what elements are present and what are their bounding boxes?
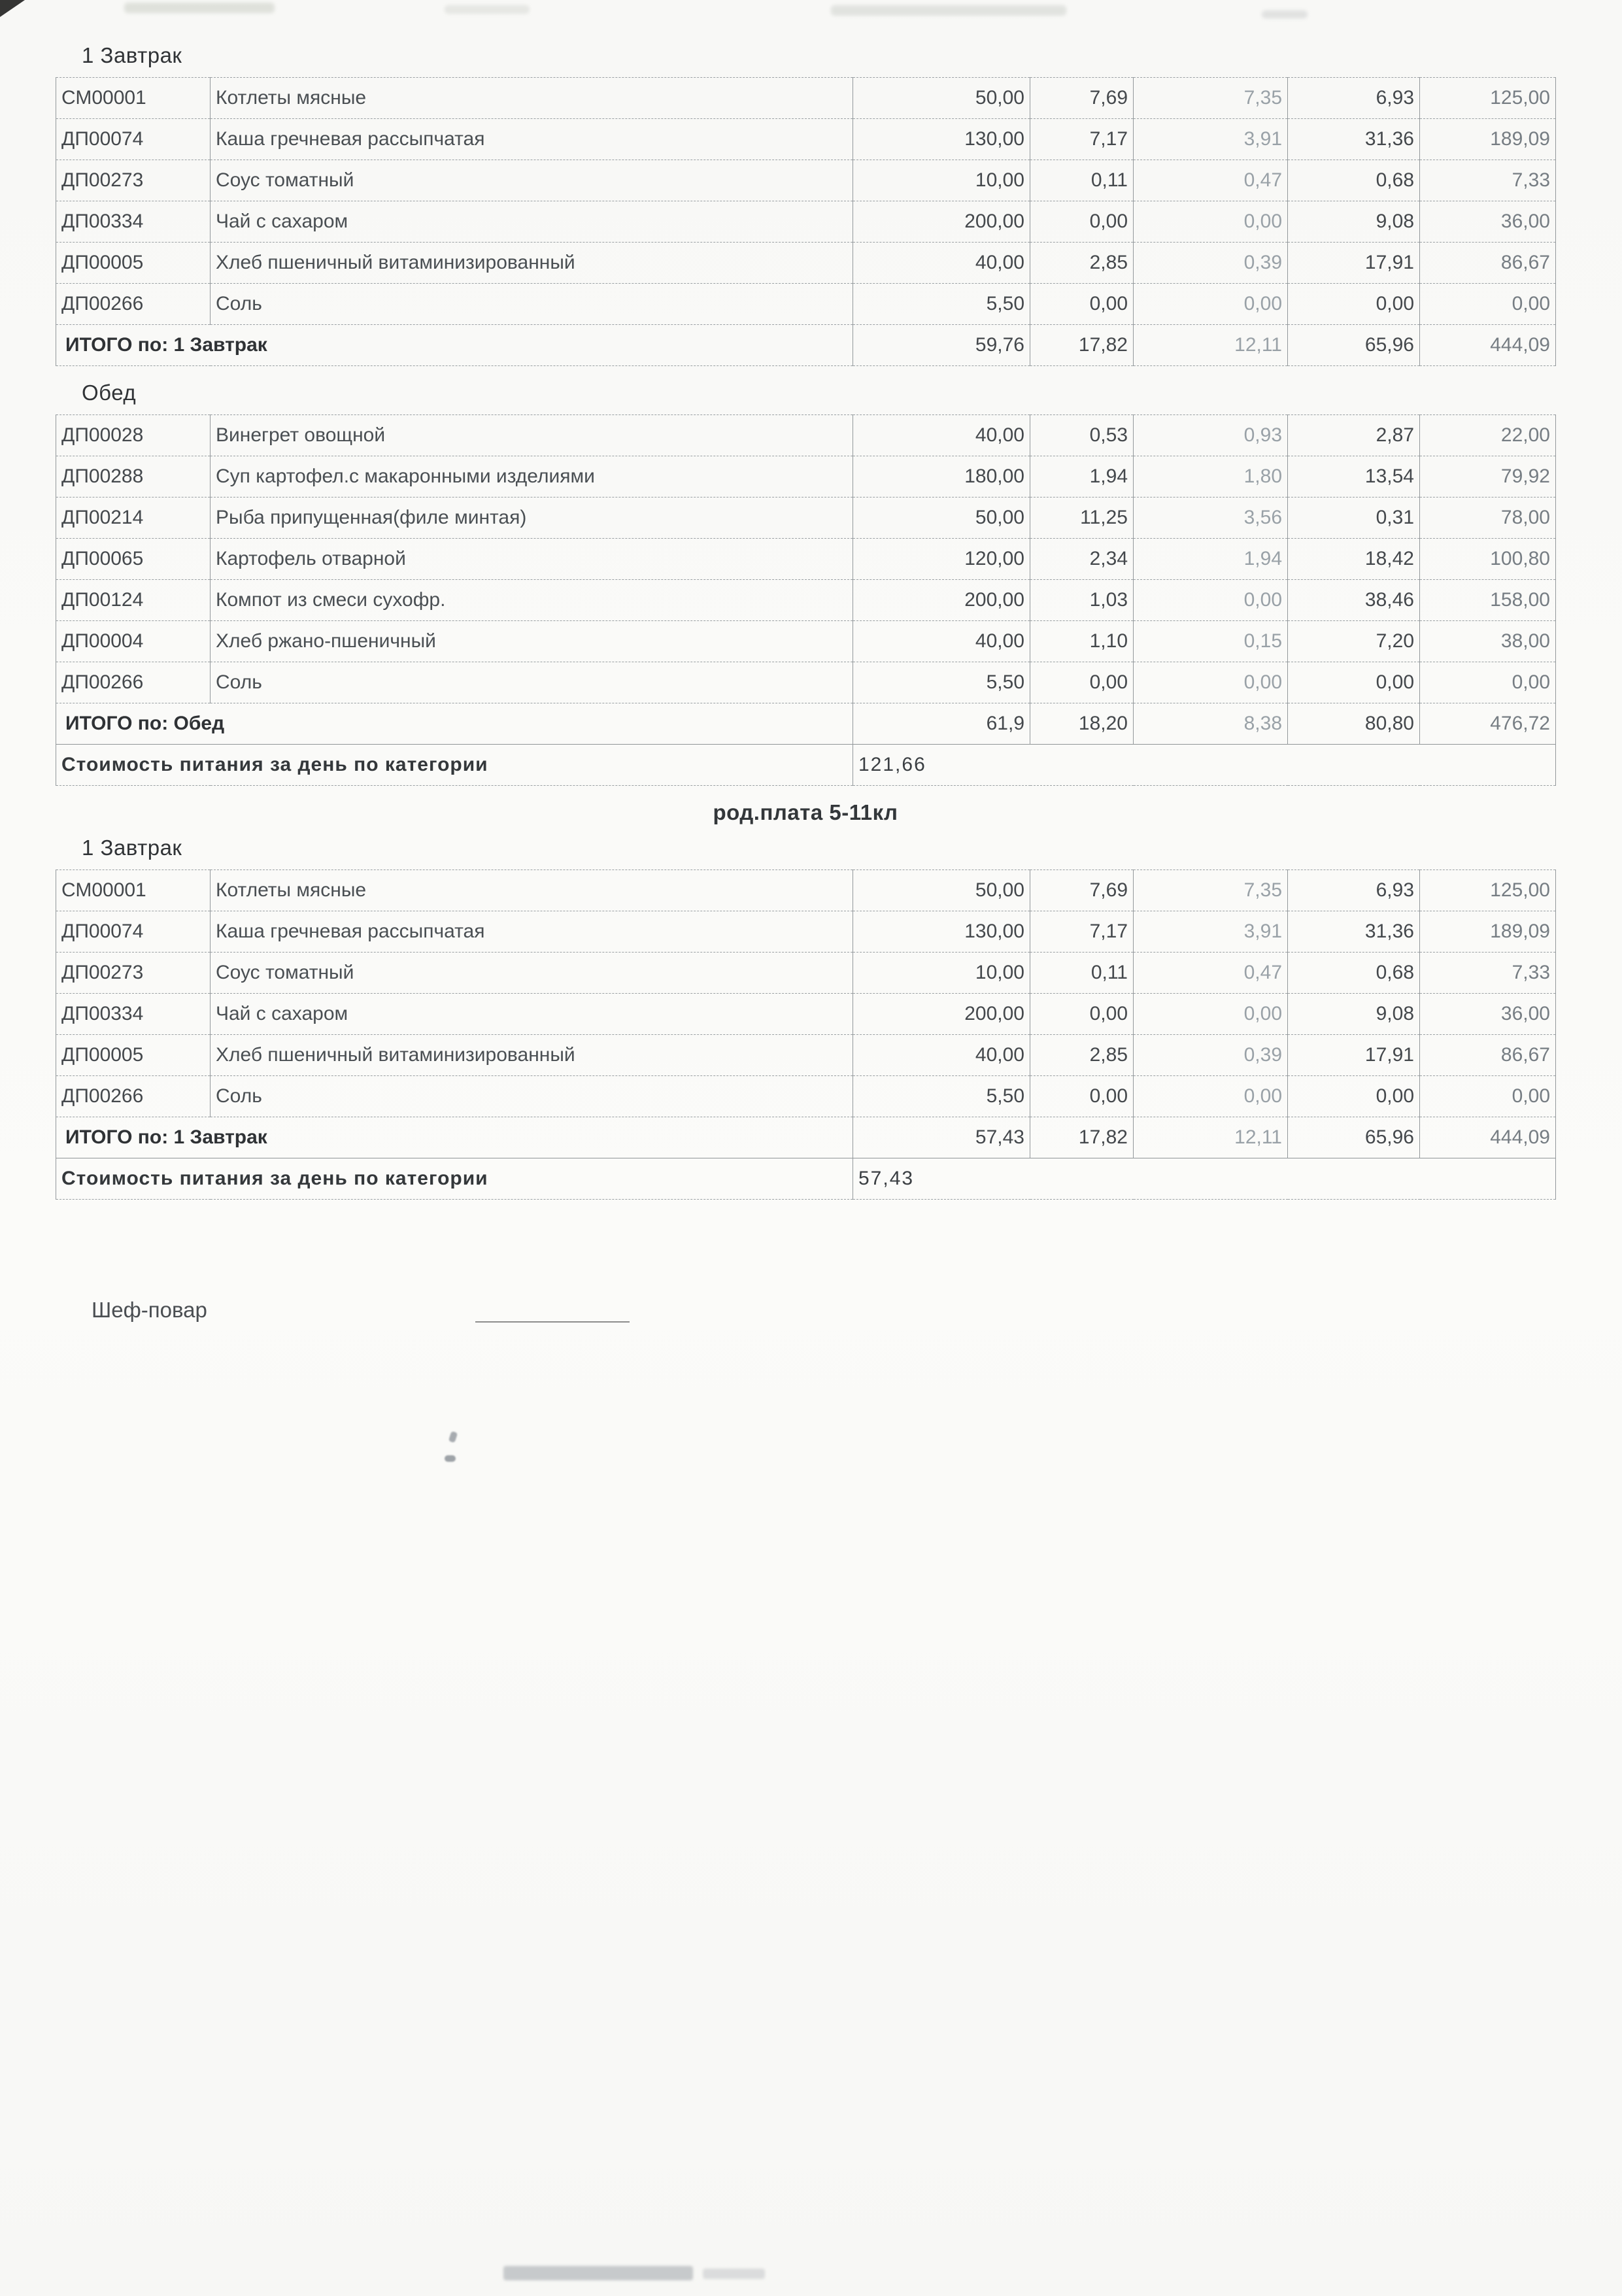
dish-code: СМ00001 xyxy=(56,870,211,911)
scan-smudge xyxy=(124,3,275,13)
total-weight: 61,9 xyxy=(853,703,1030,745)
dish-name: Каша гречневая рассыпчатая xyxy=(211,911,853,953)
dish-fat: 0,39 xyxy=(1134,243,1288,284)
dish-calories: 0,00 xyxy=(1420,662,1556,703)
dish-code: ДП00288 xyxy=(56,456,211,498)
dish-calories: 86,67 xyxy=(1420,243,1556,284)
dish-fat: 0,00 xyxy=(1134,201,1288,243)
dish-protein: 0,00 xyxy=(1030,1076,1134,1117)
dish-carbs: 0,68 xyxy=(1288,953,1420,994)
dish-code: ДП00273 xyxy=(56,953,211,994)
dish-protein: 1,10 xyxy=(1030,621,1134,662)
dish-carbs: 6,93 xyxy=(1288,870,1420,911)
dish-name: Соус томатный xyxy=(211,160,853,201)
dish-calories: 158,00 xyxy=(1420,580,1556,621)
daily-cost-value: 57,43 xyxy=(853,1158,1556,1200)
dish-code: ДП00334 xyxy=(56,994,211,1035)
scan-smudge xyxy=(1262,10,1308,18)
table-row xyxy=(56,870,1556,911)
dish-code: ДП00266 xyxy=(56,284,211,325)
footer xyxy=(92,1298,1555,1323)
table-row xyxy=(56,284,1556,325)
total-calories: 476,72 xyxy=(1420,703,1556,745)
dish-carbs: 7,20 xyxy=(1288,621,1420,662)
dish-calories: 125,00 xyxy=(1420,78,1556,119)
dish-protein: 0,53 xyxy=(1030,415,1134,456)
category-heading: род.плата 5-11кл xyxy=(713,800,898,824)
total-protein: 17,82 xyxy=(1030,1117,1134,1158)
dish-name: Компот из смеси сухофр. xyxy=(211,580,853,621)
scan-smudge xyxy=(445,5,530,14)
scan-ghost-text xyxy=(703,2269,765,2279)
dish-fat: 3,91 xyxy=(1134,911,1288,953)
dish-weight: 130,00 xyxy=(853,119,1030,160)
dish-carbs: 13,54 xyxy=(1288,456,1420,498)
dish-protein: 7,69 xyxy=(1030,870,1134,911)
dish-code: ДП00074 xyxy=(56,119,211,160)
dish-fat: 1,94 xyxy=(1134,539,1288,580)
dish-code: ДП00273 xyxy=(56,160,211,201)
dish-protein: 2,85 xyxy=(1030,1035,1134,1076)
dish-carbs: 18,42 xyxy=(1288,539,1420,580)
dish-carbs: 2,87 xyxy=(1288,415,1420,456)
dish-protein: 2,85 xyxy=(1030,243,1134,284)
total-row xyxy=(56,1117,1556,1158)
dish-weight: 120,00 xyxy=(853,539,1030,580)
dish-carbs: 9,08 xyxy=(1288,994,1420,1035)
scan-ink-spot xyxy=(448,1431,458,1443)
dish-code: ДП00004 xyxy=(56,621,211,662)
dish-carbs: 0,00 xyxy=(1288,1076,1420,1117)
section-title-lunch: Обед xyxy=(82,380,137,405)
dish-weight: 200,00 xyxy=(853,201,1030,243)
dish-protein: 0,00 xyxy=(1030,284,1134,325)
dish-calories: 38,00 xyxy=(1420,621,1556,662)
dish-carbs: 6,93 xyxy=(1288,78,1420,119)
scan-corner-artifact xyxy=(0,0,25,17)
table-row xyxy=(56,580,1556,621)
total-label: ИТОГО по: 1 Завтрак xyxy=(56,325,853,366)
lunch-rows xyxy=(56,415,1556,703)
table-row xyxy=(56,539,1556,580)
table-row xyxy=(56,994,1556,1035)
dish-protein: 0,00 xyxy=(1030,994,1134,1035)
total-weight: 57,43 xyxy=(853,1117,1030,1158)
dish-fat: 3,56 xyxy=(1134,498,1288,539)
dish-fat: 0,15 xyxy=(1134,621,1288,662)
chef-label: Шеф-повар xyxy=(92,1298,207,1322)
dish-calories: 0,00 xyxy=(1420,284,1556,325)
dish-weight: 40,00 xyxy=(853,1035,1030,1076)
table-row xyxy=(56,201,1556,243)
dish-name: Каша гречневая рассыпчатая xyxy=(211,119,853,160)
dish-protein: 11,25 xyxy=(1030,498,1134,539)
dish-name: Котлеты мясные xyxy=(211,78,853,119)
daily-cost-value: 121,66 xyxy=(853,745,1556,786)
dish-carbs: 38,46 xyxy=(1288,580,1420,621)
dish-weight: 180,00 xyxy=(853,456,1030,498)
breakfast-1-table xyxy=(56,77,1556,366)
total-row xyxy=(56,325,1556,366)
dish-weight: 5,50 xyxy=(853,1076,1030,1117)
dish-weight: 40,00 xyxy=(853,621,1030,662)
dish-calories: 0,00 xyxy=(1420,1076,1556,1117)
dish-calories: 125,00 xyxy=(1420,870,1556,911)
dish-protein: 7,69 xyxy=(1030,78,1134,119)
breakfast-1-rows xyxy=(56,78,1556,325)
dish-calories: 7,33 xyxy=(1420,953,1556,994)
dish-name: Чай с сахаром xyxy=(211,994,853,1035)
section-title-breakfast-2: 1 Завтрак xyxy=(82,836,182,860)
dish-name: Чай с сахаром xyxy=(211,201,853,243)
dish-name: Картофель отварной xyxy=(211,539,853,580)
document-content xyxy=(56,43,1555,1323)
dish-name: Рыба припущенная(филе минтая) xyxy=(211,498,853,539)
dish-fat: 0,00 xyxy=(1134,1076,1288,1117)
dish-code: ДП00266 xyxy=(56,662,211,703)
dish-name: Соус томатный xyxy=(211,953,853,994)
dish-name: Соль xyxy=(211,284,853,325)
total-calories: 444,09 xyxy=(1420,1117,1556,1158)
dish-fat: 0,00 xyxy=(1134,284,1288,325)
dish-fat: 0,00 xyxy=(1134,994,1288,1035)
dish-protein: 1,03 xyxy=(1030,580,1134,621)
dish-carbs: 31,36 xyxy=(1288,119,1420,160)
table-row xyxy=(56,456,1556,498)
dish-fat: 0,39 xyxy=(1134,1035,1288,1076)
total-fat: 12,11 xyxy=(1134,1117,1288,1158)
table-row xyxy=(56,119,1556,160)
dish-code: ДП00005 xyxy=(56,243,211,284)
dish-fat: 0,47 xyxy=(1134,160,1288,201)
dish-carbs: 0,00 xyxy=(1288,662,1420,703)
dish-name: Суп картофел.с макаронными изделиями xyxy=(211,456,853,498)
daily-cost-row xyxy=(56,1158,1556,1200)
total-fat: 12,11 xyxy=(1134,325,1288,366)
dish-calories: 86,67 xyxy=(1420,1035,1556,1076)
scan-ghost-text xyxy=(503,2266,693,2280)
dish-carbs: 9,08 xyxy=(1288,201,1420,243)
dish-protein: 0,00 xyxy=(1030,201,1134,243)
dish-weight: 50,00 xyxy=(853,498,1030,539)
breakfast-2-rows xyxy=(56,870,1556,1117)
dish-carbs: 31,36 xyxy=(1288,911,1420,953)
lunch-table xyxy=(56,414,1556,786)
dish-weight: 5,50 xyxy=(853,284,1030,325)
dish-fat: 7,35 xyxy=(1134,870,1288,911)
table-row xyxy=(56,78,1556,119)
scan-smudge xyxy=(831,5,1066,16)
dish-code: ДП00065 xyxy=(56,539,211,580)
dish-name: Винегрет овощной xyxy=(211,415,853,456)
dish-protein: 1,94 xyxy=(1030,456,1134,498)
dish-fat: 7,35 xyxy=(1134,78,1288,119)
dish-fat: 0,00 xyxy=(1134,580,1288,621)
dish-calories: 100,80 xyxy=(1420,539,1556,580)
dish-name: Хлеб пшеничный витаминизированный xyxy=(211,243,853,284)
dish-fat: 1,80 xyxy=(1134,456,1288,498)
dish-fat: 0,93 xyxy=(1134,415,1288,456)
table-row xyxy=(56,1076,1556,1117)
dish-calories: 36,00 xyxy=(1420,994,1556,1035)
total-protein: 17,82 xyxy=(1030,325,1134,366)
dish-carbs: 17,91 xyxy=(1288,243,1420,284)
dish-name: Котлеты мясные xyxy=(211,870,853,911)
dish-code: ДП00028 xyxy=(56,415,211,456)
table-row xyxy=(56,662,1556,703)
dish-calories: 79,92 xyxy=(1420,456,1556,498)
dish-calories: 78,00 xyxy=(1420,498,1556,539)
dish-code: ДП00005 xyxy=(56,1035,211,1076)
dish-code: ДП00334 xyxy=(56,201,211,243)
dish-carbs: 17,91 xyxy=(1288,1035,1420,1076)
dish-fat: 0,47 xyxy=(1134,953,1288,994)
table-row xyxy=(56,243,1556,284)
dish-weight: 10,00 xyxy=(853,953,1030,994)
total-label: ИТОГО по: Обед xyxy=(56,703,853,745)
total-calories: 444,09 xyxy=(1420,325,1556,366)
dish-weight: 50,00 xyxy=(853,870,1030,911)
dish-carbs: 0,00 xyxy=(1288,284,1420,325)
scan-ink-spot xyxy=(445,1455,456,1462)
total-carbs: 65,96 xyxy=(1288,325,1420,366)
dish-weight: 130,00 xyxy=(853,911,1030,953)
dish-protein: 0,00 xyxy=(1030,662,1134,703)
table-row xyxy=(56,415,1556,456)
total-row xyxy=(56,703,1556,745)
dish-calories: 22,00 xyxy=(1420,415,1556,456)
dish-code: ДП00074 xyxy=(56,911,211,953)
dish-weight: 40,00 xyxy=(853,415,1030,456)
dish-protein: 7,17 xyxy=(1030,911,1134,953)
signature-line xyxy=(475,1302,630,1323)
dish-code: ДП00214 xyxy=(56,498,211,539)
table-row xyxy=(56,1035,1556,1076)
total-protein: 18,20 xyxy=(1030,703,1134,745)
total-weight: 59,76 xyxy=(853,325,1030,366)
dish-code: СМ00001 xyxy=(56,78,211,119)
dish-code: ДП00124 xyxy=(56,580,211,621)
dish-carbs: 0,31 xyxy=(1288,498,1420,539)
dish-protein: 0,11 xyxy=(1030,953,1134,994)
table-row xyxy=(56,621,1556,662)
dish-carbs: 0,68 xyxy=(1288,160,1420,201)
total-carbs: 65,96 xyxy=(1288,1117,1420,1158)
dish-fat: 3,91 xyxy=(1134,119,1288,160)
dish-name: Хлеб пшеничный витаминизированный xyxy=(211,1035,853,1076)
dish-protein: 2,34 xyxy=(1030,539,1134,580)
daily-cost-row xyxy=(56,745,1556,786)
dish-code: ДП00266 xyxy=(56,1076,211,1117)
total-label: ИТОГО по: 1 Завтрак xyxy=(56,1117,853,1158)
dish-name: Хлеб ржано-пшеничный xyxy=(211,621,853,662)
dish-calories: 36,00 xyxy=(1420,201,1556,243)
daily-cost-label: Стоимость питания за день по категории xyxy=(56,745,853,786)
dish-protein: 7,17 xyxy=(1030,119,1134,160)
total-carbs: 80,80 xyxy=(1288,703,1420,745)
table-row xyxy=(56,160,1556,201)
breakfast-2-table xyxy=(56,869,1556,1200)
dish-calories: 189,09 xyxy=(1420,911,1556,953)
dish-weight: 50,00 xyxy=(853,78,1030,119)
dish-weight: 200,00 xyxy=(853,994,1030,1035)
table-row xyxy=(56,498,1556,539)
dish-fat: 0,00 xyxy=(1134,662,1288,703)
dish-weight: 40,00 xyxy=(853,243,1030,284)
dish-weight: 5,50 xyxy=(853,662,1030,703)
total-fat: 8,38 xyxy=(1134,703,1288,745)
dish-name: Соль xyxy=(211,1076,853,1117)
dish-name: Соль xyxy=(211,662,853,703)
dish-weight: 10,00 xyxy=(853,160,1030,201)
dish-calories: 7,33 xyxy=(1420,160,1556,201)
table-row xyxy=(56,911,1556,953)
table-row xyxy=(56,953,1556,994)
dish-protein: 0,11 xyxy=(1030,160,1134,201)
dish-weight: 200,00 xyxy=(853,580,1030,621)
dish-calories: 189,09 xyxy=(1420,119,1556,160)
daily-cost-label: Стоимость питания за день по категории xyxy=(56,1158,853,1200)
section-title-breakfast-1: 1 Завтрак xyxy=(82,43,182,67)
